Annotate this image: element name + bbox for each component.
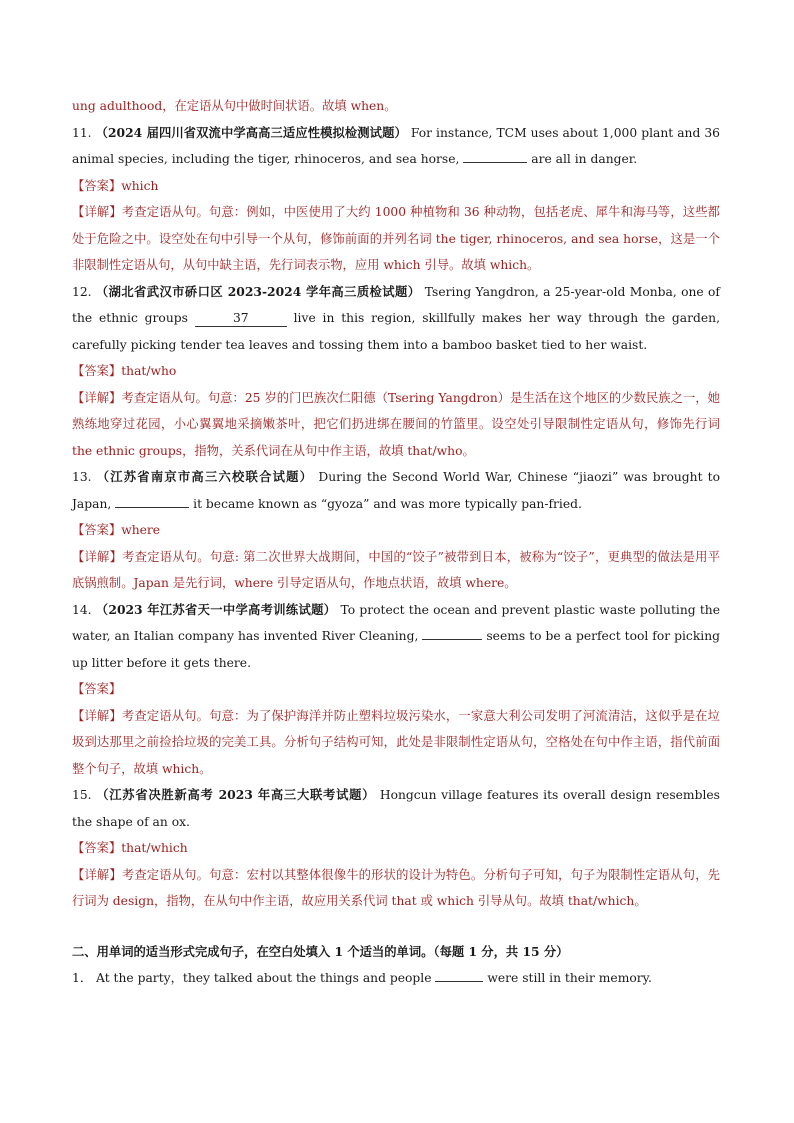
question-number: 14.	[72, 602, 92, 617]
question-12	[72, 279, 720, 465]
answer-blank[interactable]	[435, 981, 483, 982]
answer-label: 【答案】	[72, 523, 122, 537]
item-number: 1．	[72, 971, 93, 985]
question-14	[72, 597, 720, 783]
question-stem-b: seems to be a perfect tool for picking up litter before it gets there.	[72, 629, 720, 670]
question-source: （2023 年江苏省天一中学高考训练试题）	[95, 601, 337, 617]
section-title: 二、用单词的适当形式完成句子，在空白处填入 1 个适当的单词。（每题 1 分，共 15 分）	[72, 943, 569, 959]
question-number: 15.	[72, 788, 92, 802]
answer-text: where	[121, 523, 161, 537]
detail-text: 考查定语从句。句意：为了保护海洋并防止塑料垃圾污染水，一家意大利公司发明了河流清洁，这似乎是在垃圾到达那里之前捡拾垃圾的完美工具。分析句子结构可知，此处是非限制性定语从句，空格处在句中作主语，指代前面整个句子，故填 which。	[72, 708, 720, 776]
detail-label: 【详解】	[72, 549, 123, 564]
question-number: 12.	[72, 284, 92, 299]
detail-text: 考查定语从句。句意：例如，中医使用了大约 1000 种植物和 36 种动物，包括老虎、犀牛和海马等，这些都处于危险之中。设空处在句中引导一个从句，修饰前面的并列名词 the tiger, rhinoceros, and sea horse，这是一个非限制性定语从句，从句中缺主语，先行词表示物，应用 which 引导。故填 which。	[72, 205, 720, 272]
question-number: 11.	[72, 125, 92, 140]
question-stem-a: Tsering Yangdron, a 25-year-old Monba, one of the ethnic groups	[72, 284, 720, 325]
answer-text: that/who	[121, 364, 177, 378]
question-stem-b: live in this region, skillfully makes her way through the garden, carefully picking tender tea leaves and tossing them into a bamboo basket tied to her waist.	[72, 311, 720, 352]
question-stem-a: Hongcun village features its overall design resembles the shape of an ox.	[72, 788, 720, 829]
item-stem-b: were still in their memory.	[487, 971, 652, 985]
lead-line: ung adulthood，在定语从句中做时间状语。故填 when。	[72, 99, 397, 113]
question-15	[72, 782, 720, 915]
answer-text: which	[121, 178, 159, 193]
answer-text: that/which	[121, 841, 188, 855]
question-source: （2024 届四川省双流中学高高三适应性模拟检测试题）	[95, 124, 407, 140]
detail-label: 【详解】	[72, 708, 122, 723]
answer-blank-numbered[interactable]: 37	[195, 310, 287, 327]
answer-label: 【答案】	[72, 682, 122, 696]
detail-label: 【详解】	[72, 205, 122, 219]
answer-label: 【答案】	[72, 364, 122, 378]
question-13	[72, 464, 720, 597]
item-stem-a: At the party，they talked about the things and people	[96, 971, 432, 985]
detail-text: 考查定语从句。句意：宏村以其整体很像牛的形状的设计为特色。分析句子可知，句子为限制性定语从句，先行词为 design，指物，在从句中作主语，故应用关系代词 that 或 which 引导从句。故填 that/which。	[72, 867, 720, 908]
question-source: （湖北省武汉市硚口区 2023-2024 学年高三质检试题）	[95, 283, 421, 299]
question-source: （江苏省南京市高三六校联合试题）	[96, 469, 314, 484]
detail-label: 【详解】	[72, 867, 122, 882]
answer-label: 【答案】	[72, 841, 122, 855]
detail-label: 【详解】	[72, 390, 122, 405]
section-item-1	[72, 965, 720, 992]
question-stem-a: For instance, TCM uses about 1,000 plant and 36 animal species, including the tiger, rhinoceros, and sea horse,	[72, 125, 720, 166]
document-content	[72, 93, 720, 992]
question-stem-b: are all in danger.	[531, 152, 638, 166]
answer-blank[interactable]	[115, 507, 189, 508]
question-stem-a: During the Second World War, Chinese “jiaozi” was brought to Japan,	[72, 470, 720, 511]
question-11	[72, 120, 720, 279]
answer-label: 【答案】	[72, 178, 122, 193]
answer-blank[interactable]	[422, 639, 482, 640]
detail-text: 考查定语从句。句意：25 岁的门巴族次仁阳德（Tsering Yangdron）是生活在这个地区的少数民族之一，她熟练地穿过花园，小心翼翼地采摘嫩茶叶，把它们扔进绑在腰间的竹篮里。设空处引导限制性定语从句，修饰先行词 the ethnic groups，指物，关系代词在从句中作主语，故填 that/who。	[72, 390, 720, 458]
answer-blank[interactable]	[463, 162, 527, 163]
question-stem-a: To protect the ocean and prevent plastic waste polluting the water, an Italian company has invented River Cleaning,	[72, 602, 720, 643]
section-spacer	[72, 915, 720, 939]
question-number: 13.	[72, 470, 92, 484]
question-source: （江苏省决胜新高考 2023 年高三大联考试题）	[96, 787, 376, 802]
question-stem-b: it became known as “gyoza” and was more typically pan-fried.	[193, 496, 582, 511]
detail-text: 考查定语从句。句意: 第二次世界大战期间，中国的“饺子”被带到日本，被称为“饺子”，更典型的做法是用平底锅煎制。Japan 是先行词，where 引导定语从句，作地点状语，故填 where。	[72, 549, 720, 590]
